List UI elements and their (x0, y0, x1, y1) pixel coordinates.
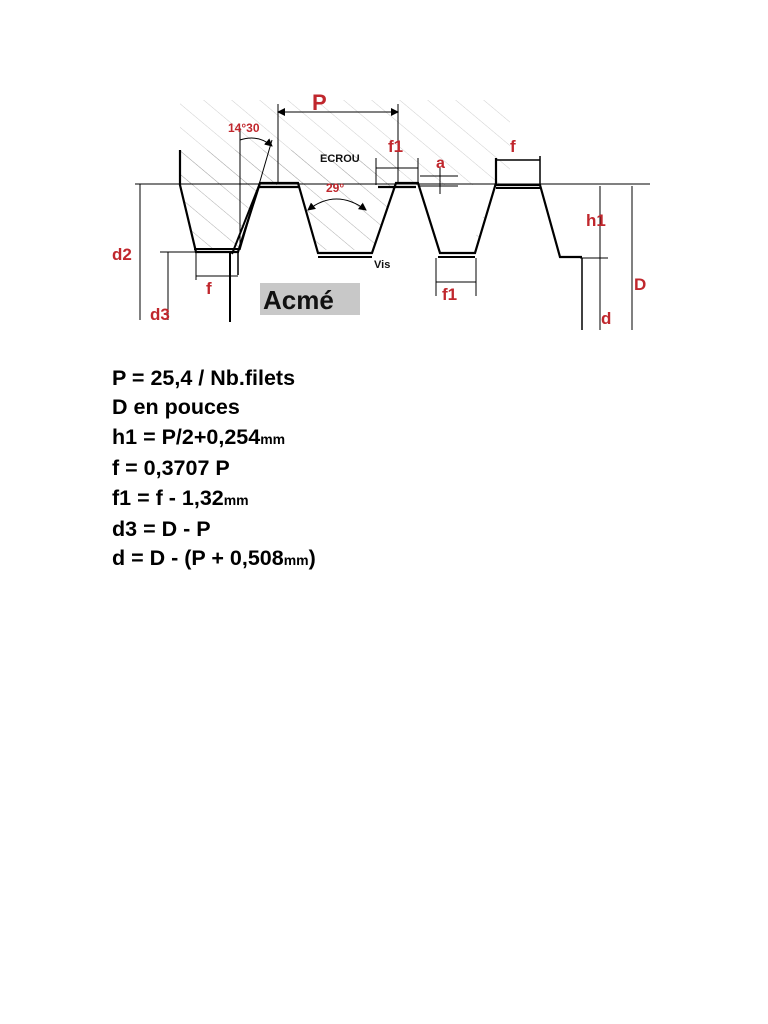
label-a: a (436, 155, 445, 172)
label-d2: d2 (112, 245, 132, 264)
label-p: P (312, 90, 327, 115)
acme-thread-diagram (0, 0, 768, 340)
label-f-bottom: f (206, 279, 212, 298)
label-f1-top: f1 (388, 137, 404, 156)
formula-d-inches: D en pouces (112, 395, 240, 420)
diagram-title: Acmé (263, 285, 334, 315)
label-d3: d3 (150, 305, 170, 324)
formula-pitch: P = 25,4 / Nb.filets (112, 366, 296, 390)
formula-d3: d3 = D - P (112, 517, 211, 542)
label-ecrou: ECROU (320, 153, 360, 165)
nut-hatch-top (180, 100, 510, 185)
formula-list (112, 364, 316, 576)
label-h1: h1 (586, 211, 606, 230)
formula-h1: h1 = P/2+0,254mm (112, 424, 286, 449)
label-d-big: D (634, 275, 647, 294)
label-vis: Vis (374, 259, 391, 271)
formula-f: f = 0,3707 P (112, 456, 230, 481)
formula-f1: f1 = f - 1,32mm (112, 485, 249, 510)
label-angle-29: 29° (326, 181, 345, 195)
label-f1-bottom: f1 (442, 285, 458, 304)
label-d-small: d (601, 309, 612, 328)
formula-d: d = D - (P + 0,508mm) (112, 546, 316, 571)
label-angle-half: 14°30 (228, 121, 260, 135)
label-f-top: f (510, 137, 516, 156)
